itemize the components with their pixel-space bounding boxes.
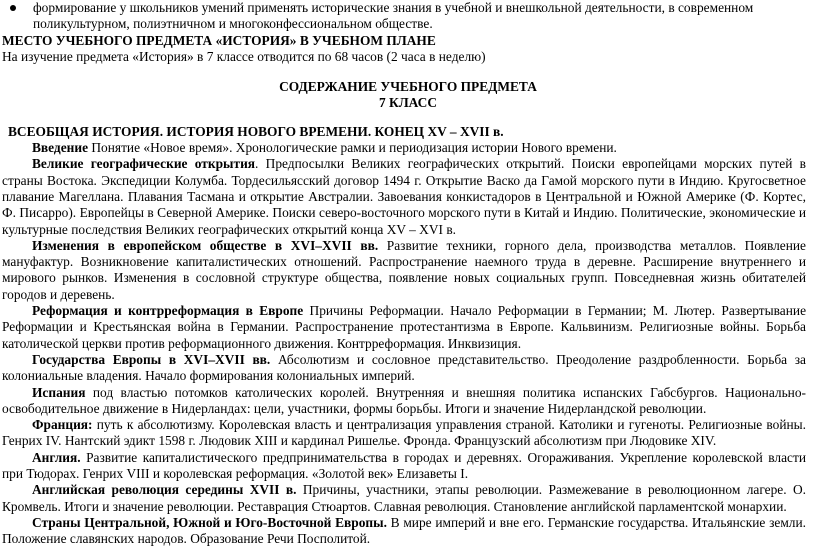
paragraph-heading: Испания — [32, 384, 86, 400]
paragraph-heading: Государства Европы в XVI–XVII вв. — [32, 351, 271, 367]
place-heading: МЕСТО УЧЕБНОГО ПРЕДМЕТА «ИСТОРИЯ» В УЧЕБНОМ ПЛАНЕ — [2, 32, 436, 48]
bullet-item — [0, 0, 816, 33]
paragraph-geographic-discoveries — [0, 156, 816, 237]
paragraph-european-states — [0, 352, 816, 385]
paragraph-france — [0, 417, 816, 450]
paragraph-heading: Английская революция середины XVII в. — [32, 482, 297, 498]
paragraph-introduction — [0, 140, 816, 156]
paragraph-text: Понятие «Новое время». Хронологические рамки и периодизация истории Нового времени. — [88, 140, 617, 156]
paragraph-text: Развитие техники, горного дела, производства металлов. Появление мануфактур. Возникновение капиталистических отношений. Распространение наемного труда в деревне. Расширение внутреннего и мирового рынков. Изменения в сословной структуре общества, появление новых социальных групп. Повседневная жизнь обитателей городов и деревень. — [2, 237, 807, 302]
paragraph-heading: Англия. — [32, 449, 81, 465]
paragraph-text: В мире империй и вне его. Германские государства. Итальянские земли. Положение славянских народов. Образование Речи Посполитой. — [2, 514, 806, 547]
paragraph-text: Причины, участники, этапы революции. Размежевание в революционном лагере. О. Кромвель. Итоги и значение революции. Реставрация Стюартов. Славная революция. Становление английской парламентской монархии. — [2, 482, 806, 514]
paragraph-spain — [0, 385, 816, 418]
paragraph-text: Развитие капиталистического предпринимательства в городах и деревнях. Огораживания. Укрепление королевской власти при Тюдорах. Генрих VIII и королевская реформация. «Золотой век» Елизаветы I. — [2, 449, 806, 482]
paragraph-text: путь к абсолютизму. Королевская власть и централизация управления страной. Католики и гугеноты. Религиозные войны. Генрих IV. Нантский эдикт 1598 г. Людовик XIII и кардинал Ришелье. Фронда. Французский абсолютизм при Людовике XIV. — [2, 417, 806, 449]
paragraph-text: под властью потомков католических королей. Внутренняя и внешняя политика испанских Габсбургов. Национально-освободительное движение в Нидерландах: цели, участники, формы борьбы. Итоги и значение Нидерландской революции. — [2, 384, 806, 416]
paragraph-central-europe — [0, 515, 816, 548]
paragraph-text: Абсолютизм и сословное представительство. Преодоление раздробленности. Борьба за колониальные владения. Начало формирования колониальных империй. — [2, 351, 806, 384]
place-text: На изучение предмета «История» в 7 классе отводится по 68 часов (2 часа в неделю) — [2, 48, 486, 64]
bullet-dot-icon — [10, 5, 16, 11]
content-grade: 7 КЛАСС — [378, 95, 438, 111]
paragraph-heading: Изменения в европейском обществе в XVI–XVII вв. — [32, 237, 379, 253]
paragraph-heading: Введение — [32, 140, 89, 156]
paragraph-english-revolution — [0, 482, 816, 515]
paragraph-text: Причины Реформации. Начало Реформации в Германии; М. Лютер. Развертывание Реформации и Крестьянская война в Германии. Распространение протестантизма в Европе. Кальвинизм. Религиозные войны. Борьба католической церкви против реформационного движения. Контрреформация. Инквизиция. — [2, 303, 807, 351]
section-title: ВСЕОБЩАЯ ИСТОРИЯ. ИСТОРИЯ НОВОГО ВРЕМЕНИ. КОНЕЦ XV – XVII в. — [8, 123, 504, 139]
paragraph-england — [0, 450, 816, 483]
paragraph-heading: Реформация и контрреформация в Европе — [32, 303, 304, 319]
paragraph-heading: Франция: — [32, 417, 93, 433]
bullet-text: формирование у школьников умений применять исторические знания в учебной и внешкольной деятельности, в современном поликультурном, полиэтничном и многоконфессиональном обществе. — [33, 0, 754, 32]
paragraph-heading: Великие географические открытия — [32, 156, 256, 172]
paragraph-heading: Страны Центральной, Южной и Юго-Восточной Европы. — [32, 514, 387, 530]
paragraph-text: . Предпосылки Великих географических открытий. Поиски европейцами морских путей в страны Востока. Экспедиции Колумба. Тордесильясский договор 1494 г. Открытие Васко да Гамой морского пути в Индию. Кругосветное плавание Магеллана. Плавания Тасмана и открытие Австралии. Завоевания конкистадоров в Центральной и Южной Америке (Ф. Кортес, Ф. Писарро). Европейцы в Северной Америке. Поиски северо-восточного морского пути в Китай и Индию. Политические, экономические и культурные последствия Великих географических открытий конца XV – XVI в. — [2, 156, 806, 237]
content-title: СОДЕРЖАНИЕ УЧЕБНОГО ПРЕДМЕТА — [279, 79, 537, 95]
paragraph-reformation — [0, 303, 816, 352]
paragraph-european-society — [0, 238, 816, 303]
